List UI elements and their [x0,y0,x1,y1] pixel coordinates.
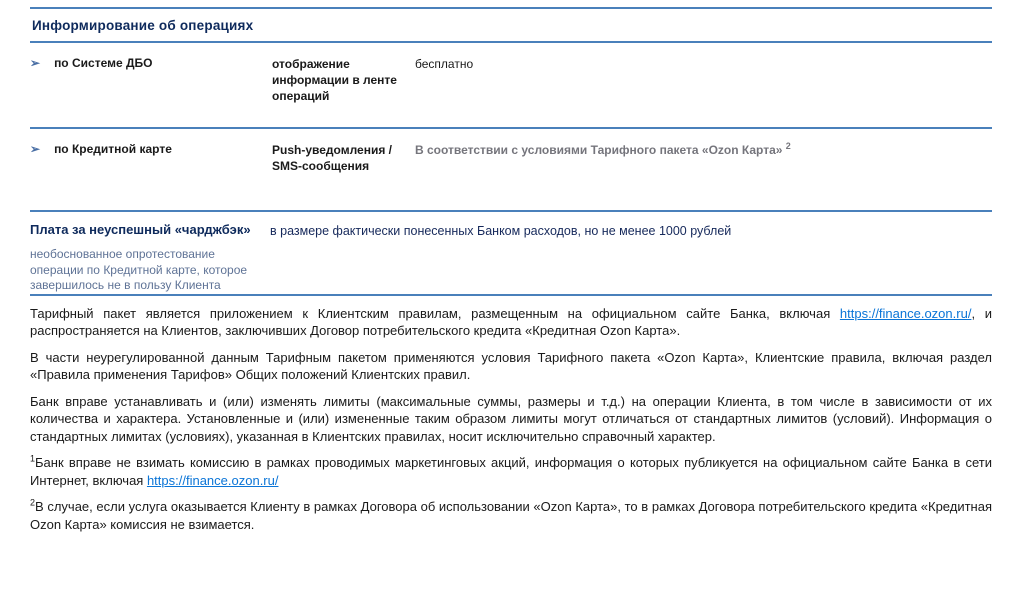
footnote-marker: 2 [30,497,36,508]
footnote-marker: 1 [30,453,36,464]
finance-ozon-link[interactable]: https://finance.ozon.ru/ [146,472,279,488]
paragraph [30,305,992,340]
paragraph [30,498,992,533]
paragraph-text: Банк вправе не взимать комиссию в рамках проводимых маркетинговых акций, информация о которых публикуется на официальном сайте Банка в сети Интернет, включая [30,455,992,488]
row-label: по Кредитной карте [54,142,172,156]
row-label: по Системе ДБО [54,56,153,70]
row-channel: отображение информации в ленте операций [272,57,397,103]
row-channel: Push-уведомления / SMS-сообщения [272,143,392,173]
paragraph-text: , и распространяется на Клиентов, заключивших Договор потребительского кредита «Кредитная Ozon Карта». [30,305,992,338]
paragraph [30,349,992,384]
finance-ozon-link[interactable]: https://finance.ozon.ru/ [839,305,972,321]
row-price: бесплатно [415,57,474,71]
paragraph-text: В случае, если услуга оказывается Клиенту в рамках Договора об использовании «Ozon Карта», то в рамках Договора потребительского кредита «Кредитная Ozon Карта» комиссия не взимается. [30,499,992,532]
terms-paragraphs [30,296,992,534]
section-title-informing: Информирование об операциях [32,18,254,33]
fee-note: необоснованное опротестование операции по Кредитной карте, которое завершилось не в пользу Клиента [30,247,248,292]
row-label-cell [30,142,272,210]
arrow-bullet-icon: ➢ [30,56,41,70]
chargeback-fee-section [30,212,992,294]
paragraph-text: Тарифный пакет является приложением к Клиентским правилам, размещенным на официальном сайте Банка, включая [30,305,840,321]
row-price [415,142,992,210]
fee-left-column [30,222,270,294]
arrow-bullet-icon: ➢ [30,142,41,156]
table-row [30,129,992,210]
paragraph-text: В части неурегулированной данным Тарифным пакетом применяются условия Тарифного пакета «Ozon Карта», Клиентские правила, включая раздел «Правила применения Тарифов» Общих положений Клиентских правил. [30,349,992,382]
paragraph [30,454,992,489]
footnote-marker: 2 [785,141,791,151]
paragraph [30,393,992,446]
row-label-cell [30,56,272,127]
row-price-text: В соответствии с условиями Тарифного пакета «Ozon Карта» [415,143,786,157]
paragraph-text: Банк вправе устанавливать и (или) изменять лимиты (максимальные суммы, размеры и т.д.) на операции Клиента, в том числе в зависимости от их количества и характера. Установленные и (или) измененные таким образом лимиты могут отличаться от стандартных лимитов (условий). Информация о стандартных лимитах (условиях), указанная в Клиентских правилах, носит исключительно справочный характер. [30,393,992,444]
table-row [30,43,992,127]
fee-value: в размере фактически понесенных Банком расходов, но не менее 1000 рублей [270,224,732,238]
fee-title: Плата за неуспешный «чарджбэк» [30,222,251,237]
